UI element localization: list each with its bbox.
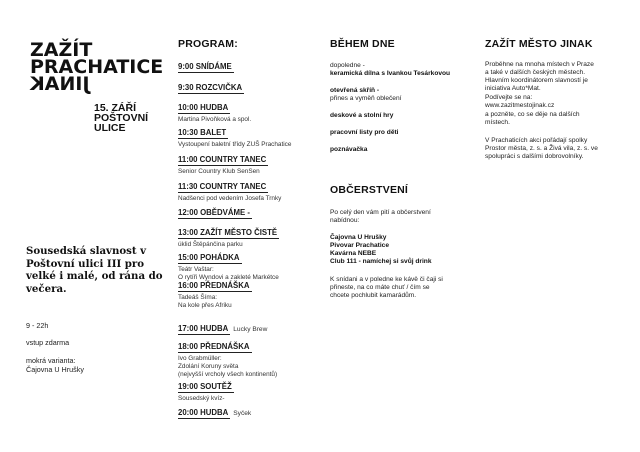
date-line-1: 15. ZÁŘÍ (94, 102, 137, 114)
refresh-note-2: přineste, na co máte chuť / čím se (330, 284, 430, 291)
logo (30, 39, 180, 95)
program-item-title: 15:00 POHÁDKA (178, 253, 240, 262)
during-block1-line2: keramická dílna s Ivankou Tesárkovou (330, 70, 451, 77)
logo-line-3-mirrored: JINAK (30, 73, 90, 95)
program-item (178, 56, 323, 74)
program-item-title: 17:00 HUDBA (178, 324, 229, 333)
other-cities-section (485, 38, 625, 50)
wet-variant-label: mokrá varianta: (26, 356, 76, 365)
venue-3: Kavárna NEBE (330, 250, 377, 257)
program-item (178, 149, 323, 176)
other-p1-4: iniciativa Auto*Mat. (485, 85, 541, 92)
entry-info: vstup zdarma (26, 338, 70, 347)
program-item (178, 222, 323, 249)
program-item (178, 176, 323, 203)
event-date (94, 103, 174, 133)
program-item-title: 11:00 COUNTRY TANEC (178, 155, 267, 164)
other-p1-2: a také v dalších českých městech. (485, 69, 586, 76)
logo-line-1: ZAŽÍT (30, 39, 93, 61)
other-p2-1: V Prachaticích akci pořádají spolky (485, 137, 588, 144)
logo-line-2: PRACHATICE (30, 56, 164, 78)
program-item (178, 376, 323, 403)
wet-variant-place: Čajovna U Hrušky (26, 365, 84, 374)
other-p2-2: Prostor města, z. s. a Živá vila, z. s. ve (485, 145, 598, 152)
other-p2-3: spolupráci s dalšími dobrovolníky. (485, 153, 584, 160)
program-item-title: 9:00 SNÍDÁME (178, 62, 232, 71)
program-item-performer: Lucky Brew (233, 326, 268, 333)
program-item-title: 18:00 PŘEDNÁŠKA (178, 342, 250, 351)
refresh-note-3: chcete pochlubit kamarádům. (330, 292, 417, 299)
program-item-performer: Syček (233, 410, 252, 417)
during-item-quiz: poznávačka (330, 146, 368, 153)
program-item-title: 9:30 ROZCVIČKA (178, 83, 243, 92)
during-item-worksheets: pracovní listy pro děti (330, 129, 399, 136)
during-heading: BĚHEM DNE (330, 38, 395, 50)
program-item-title: 10:30 BALET (178, 128, 227, 137)
during-item-games: deskové a stolní hry (330, 112, 394, 119)
program-item-title: 13:00 ZAŽÍT MĚSTO ČISTĚ (178, 228, 278, 237)
program-item-description: Senior Country Klub SenSen (178, 168, 260, 175)
program-item-title: 12:00 OBĚDVÁME - (178, 208, 250, 217)
program-item-description: Nadšenci pod vedením Josefa Trnky (178, 195, 282, 202)
program-item (178, 336, 323, 380)
program-item (178, 402, 323, 420)
other-p1-7: a pozněte, co se děje na dalších (485, 111, 580, 118)
website-link[interactable]: www.zazitmestojinak.cz (485, 102, 555, 109)
event-time: 9 - 22h (26, 321, 49, 330)
program-item (178, 122, 323, 149)
program-item-description: Tadeáš Šíma: Na kole přes Afriku (178, 294, 232, 310)
date-line-2: POŠTOVNÍ (94, 112, 149, 124)
program-item (178, 202, 323, 220)
program-section (178, 38, 318, 417)
venue-4: Club 111 - namíchej si svůj drink (330, 258, 432, 265)
program-item-title: 16:00 PŘEDNÁŠKA (178, 281, 250, 290)
refresh-intro-1: Po celý den vám pití a občerstvení (330, 209, 431, 216)
program-item-title: 20:00 HUDBA (178, 408, 229, 417)
other-p1-3: Hlavním koordinátorem slavností je (485, 77, 588, 84)
program-item-description: úklid Štěpánčina parku (178, 241, 243, 248)
during-block2-line1: otevřená skříň - (330, 87, 380, 94)
other-p1-8: místech. (485, 119, 510, 126)
program-item (178, 77, 323, 95)
program-item (178, 318, 323, 336)
other-heading: ZAŽÍT MĚSTO JINAK (485, 38, 593, 50)
program-item-title: 19:00 SOUTĚŽ (178, 382, 232, 391)
during-block2-line2: přines a vyměň oblečení (330, 95, 402, 102)
tagline: Sousedská slavnost v Poštovní ulici III pro velké i malé, od rána do večera. (26, 245, 163, 295)
program-heading: PROGRAM: (178, 38, 238, 50)
venue-1: Čajovna U Hrušky (330, 234, 387, 241)
program-item-description: Ivo Grabmüller: Zdolání Koruny světa (nejvyšší vrcholy všech kontinentů) (178, 355, 278, 379)
program-item-description: Martina Pivoňková a spol. (178, 116, 252, 123)
refresh-intro-2: nabídnou: (330, 217, 360, 224)
program-item-description: Teátr Vaštar: O rytíři Wyndovi a zakleté Markétce (178, 266, 279, 282)
program-item-title: 10:00 HUDBA (178, 103, 229, 112)
other-p1-1: Proběhne na mnoha místech v Praze (485, 61, 594, 68)
program-item-description: Vystoupení baletní třídy ZUŠ Prachatice (178, 141, 292, 148)
program-item-description: Sousedský kvíz- (178, 395, 225, 402)
program-item-title: 11:30 COUNTRY TANEC (178, 182, 267, 191)
refresh-heading: OBČERSTVENÍ (330, 184, 409, 196)
date-line-3: ULICE (94, 122, 126, 134)
during-block1-line1: dopoledne - (330, 62, 365, 69)
program-item (178, 275, 323, 310)
program-item (178, 97, 323, 124)
during-day-section (330, 38, 475, 50)
other-p1-5: Podívejte se na: (485, 94, 533, 101)
venue-2: Pivovar Prachatice (330, 242, 390, 249)
refresh-note-1: K snídani a v poledne ke kávě či čaji si (330, 276, 443, 283)
